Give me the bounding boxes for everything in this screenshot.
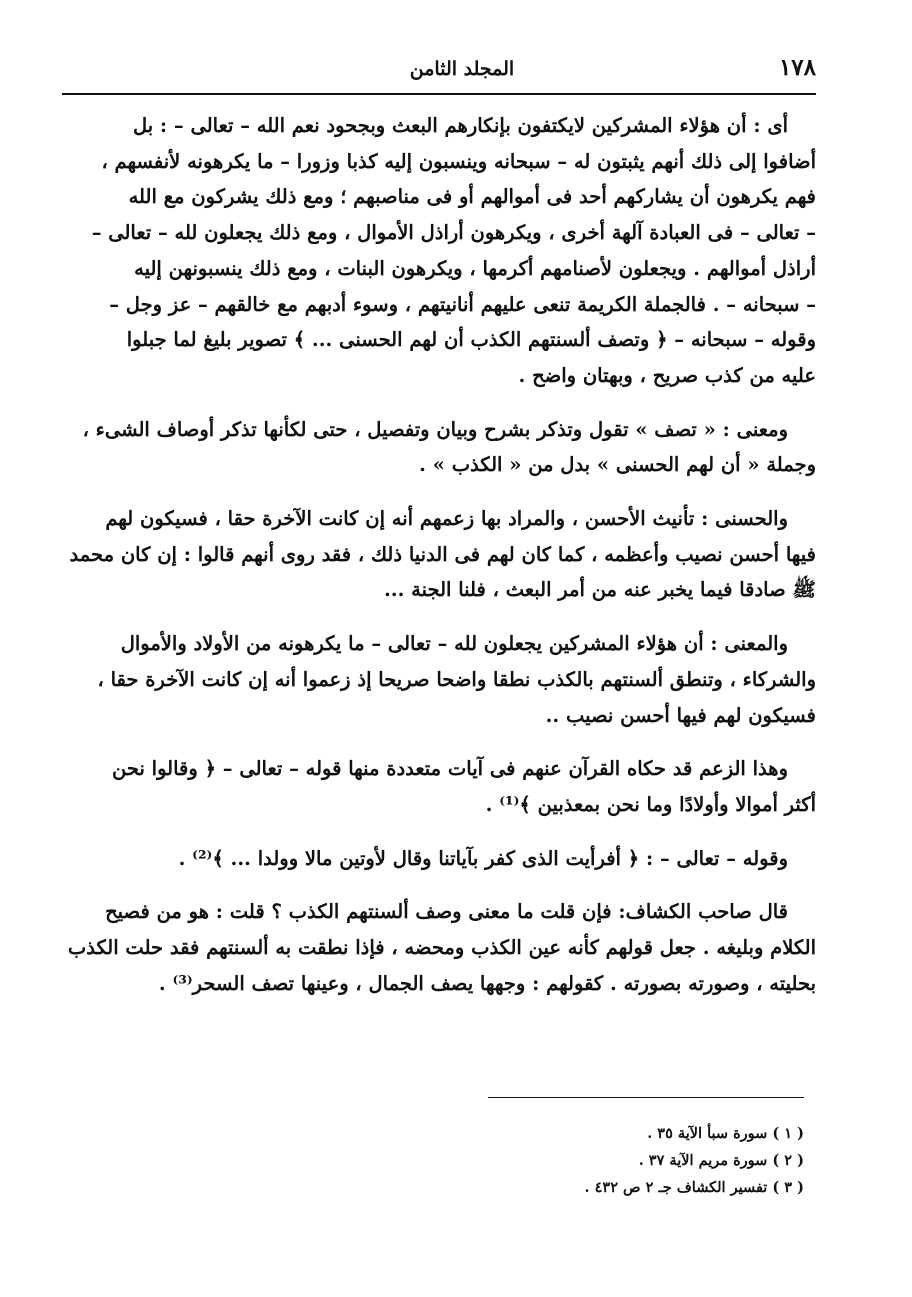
text-line: وجملة « أن لهم الحسنى » بدل من « الكذب » . [419,453,816,477]
paragraph [62,501,816,608]
text-line: والشركاء ، وتنطق ألسنتهم بالكذب نطقا واضحا صريحا إذ زعموا أنه إن كانت الآخرة حقا ، [97,667,816,691]
text-line: أراذل أموالهم . ويجعلون لأصنامهم أكرمها ، ويكرهون البنات ، ومع ذلك ينسبونهن إليه [134,256,816,280]
text-line: بحليته ، وصورته بصورته . كقولهم : وجهها يصف الجمال ، وعينها تصف السحر⁽³⁾ . [158,971,816,995]
paragraph [62,894,816,1001]
main-text [62,108,816,1001]
text-line: والمعنى : أن هؤلاء المشركين يجعلون لله – تعالى – ما يكرهونه من الأولاد والأموال [120,632,788,656]
footnote-divider [488,1097,804,1098]
text-line: وقوله – سبحانه – ﴿ وتصف ألسنتهم الكذب أن لهم الحسنى ... ﴾ تصوير بليغ لما جبلوا [126,328,816,352]
text-line: أضافوا إلى ذلك أنهم يثبتون له – سبحانه وينسبون إليه كذبا وزورا – ما يكرهونه لأنفسهم ، [101,149,816,173]
paragraph [62,751,816,822]
paragraph [62,626,816,733]
text-line: – تعالى – فى العبادة آلهة أخرى ، ويكرهون أراذل الأموال ، ومع ذلك يجعلون لله – تعالى – [91,221,816,245]
paragraph [62,412,816,483]
text-line: والحسنى : تأنيث الأحسن ، والمراد بها زعمهم أنه إن كانت الآخرة حقا ، فسيكون لهم [105,507,788,531]
footnote: ( ٢ ) سورة مريم الآية ٣٧ . [638,1152,804,1169]
text-line: أكثر أموالا وأولادًا وما نحن بمعذبين ﴾⁽¹⁾ . [485,792,816,816]
text-line: فيها أحسن نصيب وأعظمه ، كما كان لهم فى الدنيا ذلك ، فقد روى أنهم قالوا : إن كان محمد [69,542,816,566]
text-line: ومعنى : « تصف » تقول وتذكر بشرح وبيان وتفصيل ، حتى لكأنها تذكر أوصاف الشىء ، [82,417,788,441]
text-line: قال صاحب الكشاف: فإن قلت ما معنى وصف ألسنتهم الكذب ؟ قلت : هو من فصيح [105,900,788,924]
paragraph [62,108,816,394]
paragraph [62,841,816,877]
text-line: الكلام وبليغه . جعل قولهم كأنه عين الكذب ومحضه ، فإذا نطقت به ألسنتهم فقد حلت الكذب [67,936,816,960]
page-header [62,54,816,90]
text-line: ﷺ صادقا فيما يخبر عنه من أمر البعث ، فلنا الجنة ... [384,578,816,602]
footnotes [484,1120,804,1201]
text-line: – سبحانه – . فالجملة الكريمة تنعى عليهم أنانيتهم ، وسوء أدبهم مع خالقهم – عز وجل – [109,292,816,316]
footnote: ( ٣ ) تفسير الكشاف جـ ٢ ص ٤٣٢ . [584,1179,804,1196]
text-line: أى : أن هؤلاء المشركين لايكتفون بإنكارهم البعث وبجحود نعم الله – تعالى – : بل [132,114,788,137]
text-line: فهم يكرهون أن يشاركهم أحد فى أموالهم أو فى مناصبهم ؛ ومع ذلك يشركون مع الله [128,185,816,209]
page-number: ١٧٨ [778,54,816,81]
text-line: فسيكون لهم فيها أحسن نصيب .. [545,703,816,727]
text-line: وهذا الزعم قد حكاه القرآن عنهم فى آيات متعددة منها قوله – تعالى – ﴿ وقالوا نحن [112,757,788,781]
header-divider [62,93,816,95]
running-title: المجلد الثامن [409,58,515,80]
text-line: وقوله – تعالى – : ﴿ أفرأيت الذى كفر بآياتنا وقال لأوتين مالا وولدا ... ﴾⁽²⁾ . [178,846,788,870]
footnote: ( ١ ) سورة سبأ الآية ٣٥ . [647,1125,804,1142]
text-line: عليه من كذب صريح ، وبهتان واضح . [518,363,816,387]
